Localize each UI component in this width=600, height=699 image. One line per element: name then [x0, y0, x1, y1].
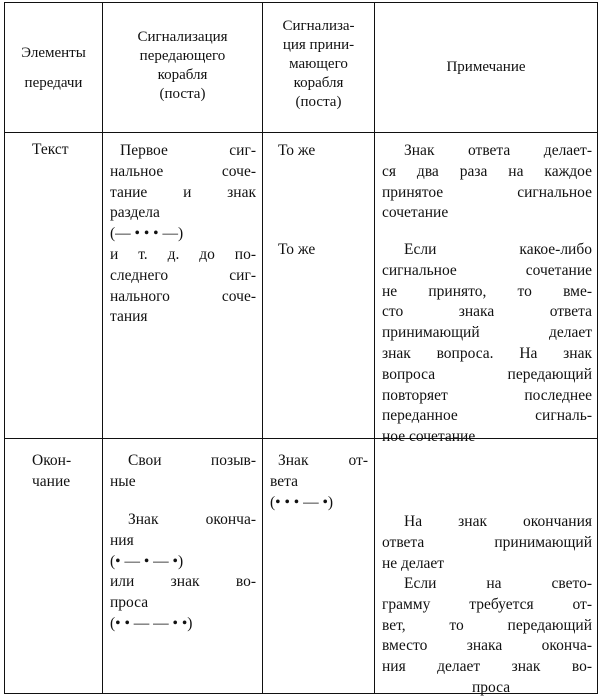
header-sender-signaling: Сигнализация передающего корабля (поста) — [137, 29, 228, 102]
row-text-sender: Первое сиг- нальное сочe- тание и знак раздела (— • • • —) и т. д. до по- следнего сиг- нального соче- тания — [110, 142, 256, 326]
column-divider-3 — [374, 2, 375, 694]
row-ending-sender-signal: Знак оконча- ния (• — • — •) или знак во- проса (• • — — • •) — [110, 511, 256, 632]
header-elements: Элементы передачи — [21, 45, 86, 91]
header-bottom-border — [4, 132, 598, 133]
row-ending-sender-callsign: Свои позыв- ные — [110, 452, 256, 490]
row-ending-note-2: Если на свето- грамму требуется от- вет, то передающий вместо знака оконча- ния делает знак во- проса — [382, 575, 592, 696]
row-text-note-2: Если какое-либо сигнальное сочетание не принято, то вме- сто знака ответа принимающий делает знак вопроса. На знак вопроса передающий повторяет последнее переданное сигналь- ное сочетание — [382, 241, 592, 446]
row-text-receiver-2: То же — [278, 241, 316, 258]
row-ending-element: Окон- чание — [32, 452, 72, 490]
header-note: Примечание — [446, 59, 526, 75]
row-text-element: Текст — [32, 141, 69, 158]
column-divider-1 — [102, 2, 103, 694]
row-ending-receiver: Знак от- вета (• • • — •) — [270, 452, 368, 511]
table-right-border — [597, 2, 598, 694]
row-ending-note-1: На знак окончания ответа принимающий не делает — [382, 513, 592, 572]
table-left-border — [4, 2, 5, 694]
header-receiver-signaling: Сигнализа- ция прини- мающего корабля (поста) — [282, 18, 355, 110]
table-top-border — [4, 2, 598, 3]
row-text-receiver-1: То же — [278, 142, 316, 159]
row-text-note-1: Знак ответа делает- ся два раза на каждое принятое сигнальное сочетание — [382, 142, 592, 222]
